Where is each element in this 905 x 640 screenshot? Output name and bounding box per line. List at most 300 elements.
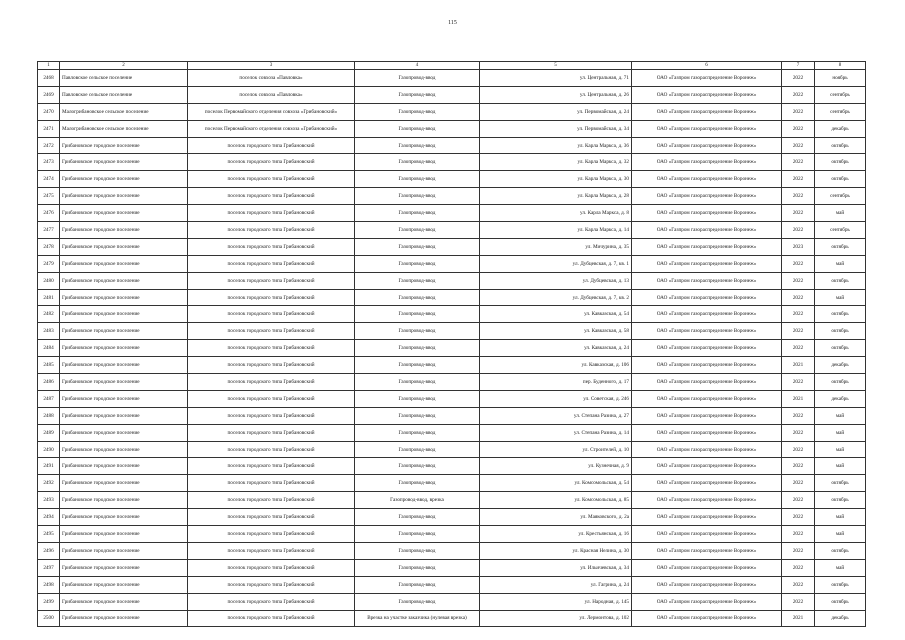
locality-name-cell: поселок совхоза «Павловка» <box>188 70 355 87</box>
month-cell: октябрь <box>815 593 866 610</box>
page-number: 115 <box>448 20 457 26</box>
locality-name-cell: поселок городского типа Грибановский <box>188 390 355 407</box>
locality-name-cell: поселок городского типа Грибановский <box>188 374 355 391</box>
object-type-cell: Газопровод-ввод <box>355 424 480 441</box>
row-number-cell: 2492 <box>38 475 60 492</box>
organization-cell: ОАО «Газпром газораспределение Воронеж» <box>632 475 782 492</box>
row-number-cell: 2480 <box>38 272 60 289</box>
table-row <box>38 323 866 340</box>
settlement-name-cell: Малогрибановское сельское поселение <box>60 120 188 137</box>
address-cell: ул. Народная, д. 145 <box>480 593 632 610</box>
locality-name-cell: поселок городского типа Грибановский <box>188 238 355 255</box>
object-type-cell: Газопровод-ввод <box>355 86 480 103</box>
address-cell: ул. Карла Маркса, д. 28 <box>480 188 632 205</box>
locality-name-cell: поселок городского типа Грибановский <box>188 593 355 610</box>
organization-cell: ОАО «Газпром газораспределение Воронеж» <box>632 205 782 222</box>
locality-name-cell: поселок городского типа Грибановский <box>188 441 355 458</box>
year-cell: 2022 <box>782 526 815 543</box>
organization-cell: ОАО «Газпром газораспределение Воронеж» <box>632 340 782 357</box>
month-cell: май <box>815 407 866 424</box>
row-number-cell: 2497 <box>38 559 60 576</box>
row-number-cell: 2483 <box>38 323 60 340</box>
row-number-cell: 2484 <box>38 340 60 357</box>
row-number-cell: 2500 <box>38 610 60 627</box>
organization-cell: ОАО «Газпром газораспределение Воронеж» <box>632 424 782 441</box>
locality-name-cell: поселок городского типа Грибановский <box>188 137 355 154</box>
address-cell: ул. Дубцевская, д. 7, кв. 2 <box>480 289 632 306</box>
month-cell: сентябрь <box>815 103 866 120</box>
object-type-cell: Газопровод-ввод <box>355 137 480 154</box>
column-number: 8 <box>815 62 866 70</box>
column-number: 7 <box>782 62 815 70</box>
row-number-cell: 2478 <box>38 238 60 255</box>
gas-connection-table <box>37 61 866 627</box>
column-number: 3 <box>188 62 355 70</box>
locality-name-cell: поселок городского типа Грибановский <box>188 542 355 559</box>
table-row <box>38 576 866 593</box>
object-type-cell: Газопровод-ввод <box>355 340 480 357</box>
row-number-cell: 2472 <box>38 137 60 154</box>
table-row <box>38 458 866 475</box>
organization-cell: ОАО «Газпром газораспределение Воронеж» <box>632 374 782 391</box>
organization-cell: ОАО «Газпром газораспределение Воронеж» <box>632 576 782 593</box>
settlement-name-cell: Грибановское городское поселение <box>60 458 188 475</box>
object-type-cell: Газопровод-ввод <box>355 458 480 475</box>
locality-name-cell: поселок городского типа Грибановский <box>188 205 355 222</box>
organization-cell: ОАО «Газпром газораспределение Воронеж» <box>632 222 782 239</box>
organization-cell: ОАО «Газпром газораспределение Воронеж» <box>632 137 782 154</box>
month-cell: май <box>815 289 866 306</box>
settlement-name-cell: Грибановское городское поселение <box>60 323 188 340</box>
month-cell: май <box>815 205 866 222</box>
table-body <box>38 70 866 627</box>
year-cell: 2022 <box>782 509 815 526</box>
month-cell: октябрь <box>815 340 866 357</box>
year-cell: 2022 <box>782 340 815 357</box>
table-row <box>38 390 866 407</box>
organization-cell: ОАО «Газпром газораспределение Воронеж» <box>632 238 782 255</box>
year-cell: 2021 <box>782 390 815 407</box>
row-number-cell: 2487 <box>38 390 60 407</box>
object-type-cell: Газопровод-ввод <box>355 154 480 171</box>
organization-cell: ОАО «Газпром газораспределение Воронеж» <box>632 593 782 610</box>
month-cell: октябрь <box>815 171 866 188</box>
settlement-name-cell: Павловское сельское поселение <box>60 86 188 103</box>
settlement-name-cell: Грибановское городское поселение <box>60 526 188 543</box>
locality-name-cell: поселок городского типа Грибановский <box>188 171 355 188</box>
locality-name-cell: поселок городского типа Грибановский <box>188 610 355 627</box>
locality-name-cell: поселок городского типа Грибановский <box>188 289 355 306</box>
month-cell: декабрь <box>815 610 866 627</box>
year-cell: 2022 <box>782 593 815 610</box>
settlement-name-cell: Грибановское городское поселение <box>60 171 188 188</box>
month-cell: октябрь <box>815 272 866 289</box>
organization-cell: ОАО «Газпром газораспределение Воронеж» <box>632 171 782 188</box>
organization-cell: ОАО «Газпром газораспределение Воронеж» <box>632 526 782 543</box>
table-row <box>38 222 866 239</box>
address-cell: ул. Лермонтова, д. 102 <box>480 610 632 627</box>
month-cell: декабрь <box>815 390 866 407</box>
object-type-cell: Газопровод-ввод <box>355 205 480 222</box>
organization-cell: ОАО «Газпром газораспределение Воронеж» <box>632 120 782 137</box>
month-cell: сентябрь <box>815 86 866 103</box>
object-type-cell: Газопровод-ввод <box>355 222 480 239</box>
address-cell: ул. Кавказская, д. 54 <box>480 306 632 323</box>
organization-cell: ОАО «Газпром газораспределение Воронеж» <box>632 323 782 340</box>
row-number-cell: 2469 <box>38 86 60 103</box>
organization-cell: ОАО «Газпром газораспределение Воронеж» <box>632 407 782 424</box>
row-number-cell: 2493 <box>38 492 60 509</box>
address-cell: ул. Красная Нелина, д. 30 <box>480 542 632 559</box>
year-cell: 2022 <box>782 576 815 593</box>
settlement-name-cell: Грибановское городское поселение <box>60 610 188 627</box>
settlement-name-cell: Грибановское городское поселение <box>60 289 188 306</box>
settlement-name-cell: Грибановское городское поселение <box>60 154 188 171</box>
month-cell: декабрь <box>815 357 866 374</box>
table-row <box>38 374 866 391</box>
locality-name-cell: поселок городского типа Грибановский <box>188 475 355 492</box>
object-type-cell: Газопровод-ввод <box>355 390 480 407</box>
row-number-cell: 2486 <box>38 374 60 391</box>
address-cell: ул. Комсомольская, д. 85 <box>480 492 632 509</box>
settlement-name-cell: Грибановское городское поселение <box>60 593 188 610</box>
address-cell: ул. Советская, д. 246 <box>480 390 632 407</box>
year-cell: 2021 <box>782 357 815 374</box>
settlement-name-cell: Грибановское городское поселение <box>60 492 188 509</box>
month-cell: май <box>815 441 866 458</box>
table-row <box>38 120 866 137</box>
object-type-cell: Газопровод-ввод <box>355 238 480 255</box>
table-row <box>38 340 866 357</box>
settlement-name-cell: Грибановское городское поселение <box>60 559 188 576</box>
year-cell: 2022 <box>782 542 815 559</box>
table-row <box>38 475 866 492</box>
settlement-name-cell: Грибановское городское поселение <box>60 390 188 407</box>
object-type-cell: Газопровод-ввод <box>355 289 480 306</box>
locality-name-cell: поселок городского типа Грибановский <box>188 255 355 272</box>
settlement-name-cell: Грибановское городское поселение <box>60 374 188 391</box>
address-cell: ул. Карла Маркса, д. 8 <box>480 205 632 222</box>
locality-name-cell: поселок городского типа Грибановский <box>188 407 355 424</box>
year-cell: 2022 <box>782 154 815 171</box>
column-number: 6 <box>632 62 782 70</box>
month-cell: октябрь <box>815 238 866 255</box>
column-number: 4 <box>355 62 480 70</box>
year-cell: 2022 <box>782 205 815 222</box>
year-cell: 2022 <box>782 492 815 509</box>
settlement-name-cell: Малогрибановское сельское поселение <box>60 103 188 120</box>
locality-name-cell: поселок городского типа Грибановский <box>188 576 355 593</box>
table-row <box>38 171 866 188</box>
table-row <box>38 103 866 120</box>
column-number: 2 <box>60 62 188 70</box>
settlement-name-cell: Павловское сельское поселение <box>60 70 188 87</box>
table-row <box>38 610 866 627</box>
row-number-cell: 2468 <box>38 70 60 87</box>
row-number-cell: 2495 <box>38 526 60 543</box>
address-cell: ул. Кузнечная, д. 9 <box>480 458 632 475</box>
settlement-name-cell: Грибановское городское поселение <box>60 509 188 526</box>
organization-cell: ОАО «Газпром газораспределение Воронеж» <box>632 188 782 205</box>
row-number-cell: 2482 <box>38 306 60 323</box>
row-number-cell: 2475 <box>38 188 60 205</box>
address-cell: ул. Степана Разина, д. 27 <box>480 407 632 424</box>
settlement-name-cell: Грибановское городское поселение <box>60 188 188 205</box>
object-type-cell: Газопровод-ввод <box>355 188 480 205</box>
object-type-cell: Газопровод-ввод <box>355 407 480 424</box>
address-cell: ул. Маяковского, д. 2а <box>480 509 632 526</box>
month-cell: октябрь <box>815 492 866 509</box>
address-cell: ул. Карла Маркса, д. 14 <box>480 222 632 239</box>
table-row <box>38 593 866 610</box>
table-row <box>38 272 866 289</box>
month-cell: октябрь <box>815 374 866 391</box>
table-row <box>38 154 866 171</box>
row-number-cell: 2494 <box>38 509 60 526</box>
year-cell: 2022 <box>782 222 815 239</box>
organization-cell: ОАО «Газпром газораспределение Воронеж» <box>632 70 782 87</box>
organization-cell: ОАО «Газпром газораспределение Воронеж» <box>632 357 782 374</box>
address-cell: пер. Буденного, д. 17 <box>480 374 632 391</box>
month-cell: май <box>815 526 866 543</box>
month-cell: октябрь <box>815 323 866 340</box>
organization-cell: ОАО «Газпром газораспределение Воронеж» <box>632 610 782 627</box>
settlement-name-cell: Грибановское городское поселение <box>60 407 188 424</box>
year-cell: 2022 <box>782 424 815 441</box>
object-type-cell: Врезка на участке заказчика (нулевая врезка) <box>355 610 480 627</box>
settlement-name-cell: Грибановское городское поселение <box>60 475 188 492</box>
month-cell: октябрь <box>815 154 866 171</box>
address-cell: ул. Центральная, д. 71 <box>480 70 632 87</box>
month-cell: май <box>815 559 866 576</box>
table-row <box>38 509 866 526</box>
year-cell: 2022 <box>782 289 815 306</box>
locality-name-cell: поселок Первомайского отделения совхоза «Грибановский» <box>188 120 355 137</box>
month-cell: май <box>815 424 866 441</box>
settlement-name-cell: Грибановское городское поселение <box>60 542 188 559</box>
settlement-name-cell: Грибановское городское поселение <box>60 255 188 272</box>
row-number-cell: 2481 <box>38 289 60 306</box>
month-cell: декабрь <box>815 120 866 137</box>
table-row <box>38 542 866 559</box>
locality-name-cell: поселок городского типа Грибановский <box>188 323 355 340</box>
row-number-cell: 2474 <box>38 171 60 188</box>
address-cell: ул. Крестьянская, д. 16 <box>480 526 632 543</box>
year-cell: 2022 <box>782 255 815 272</box>
month-cell: май <box>815 255 866 272</box>
month-cell: октябрь <box>815 137 866 154</box>
year-cell: 2022 <box>782 441 815 458</box>
table-row <box>38 86 866 103</box>
settlement-name-cell: Грибановское городское поселение <box>60 340 188 357</box>
address-cell: ул. Кавказская, д. 106 <box>480 357 632 374</box>
locality-name-cell: поселок городского типа Грибановский <box>188 154 355 171</box>
object-type-cell: Газопровод-ввод, врезка <box>355 492 480 509</box>
row-number-cell: 2490 <box>38 441 60 458</box>
settlement-name-cell: Грибановское городское поселение <box>60 306 188 323</box>
column-number: 5 <box>480 62 632 70</box>
year-cell: 2023 <box>782 238 815 255</box>
address-cell: ул. Первомайская, д. 34 <box>480 120 632 137</box>
address-cell: ул. Карла Маркса, д. 32 <box>480 154 632 171</box>
locality-name-cell: поселок городского типа Грибановский <box>188 559 355 576</box>
locality-name-cell: поселок городского типа Грибановский <box>188 340 355 357</box>
object-type-cell: Газопровод-ввод <box>355 542 480 559</box>
month-cell: сентябрь <box>815 188 866 205</box>
organization-cell: ОАО «Газпром газораспределение Воронеж» <box>632 458 782 475</box>
year-cell: 2022 <box>782 306 815 323</box>
settlement-name-cell: Грибановское городское поселение <box>60 205 188 222</box>
row-number-cell: 2491 <box>38 458 60 475</box>
address-cell: ул. Карла Маркса, д. 36 <box>480 137 632 154</box>
address-cell: ул. Кавказская, д. 58 <box>480 323 632 340</box>
object-type-cell: Газопровод-ввод <box>355 441 480 458</box>
organization-cell: ОАО «Газпром газораспределение Воронеж» <box>632 492 782 509</box>
row-number-cell: 2499 <box>38 593 60 610</box>
table-row <box>38 137 866 154</box>
object-type-cell: Газопровод-ввод <box>355 306 480 323</box>
table-row <box>38 188 866 205</box>
object-type-cell: Газопровод-ввод <box>355 103 480 120</box>
table-row <box>38 289 866 306</box>
settlement-name-cell: Грибановское городское поселение <box>60 222 188 239</box>
object-type-cell: Газопровод-ввод <box>355 526 480 543</box>
settlement-name-cell: Грибановское городское поселение <box>60 357 188 374</box>
object-type-cell: Газопровод-ввод <box>355 255 480 272</box>
table-row <box>38 492 866 509</box>
year-cell: 2022 <box>782 70 815 87</box>
column-number: 1 <box>38 62 60 70</box>
table-row <box>38 559 866 576</box>
year-cell: 2022 <box>782 272 815 289</box>
organization-cell: ОАО «Газпром газораспределение Воронеж» <box>632 509 782 526</box>
year-cell: 2022 <box>782 323 815 340</box>
locality-name-cell: поселок городского типа Грибановский <box>188 458 355 475</box>
year-cell: 2022 <box>782 86 815 103</box>
row-number-cell: 2489 <box>38 424 60 441</box>
year-cell: 2022 <box>782 171 815 188</box>
table-row <box>38 424 866 441</box>
locality-name-cell: поселок Первомайского отделения совхоза «Грибановский» <box>188 103 355 120</box>
locality-name-cell: поселок городского типа Грибановский <box>188 509 355 526</box>
month-cell: ноябрь <box>815 70 866 87</box>
year-cell: 2022 <box>782 458 815 475</box>
settlement-name-cell: Грибановское городское поселение <box>60 576 188 593</box>
organization-cell: ОАО «Газпром газораспределение Воронеж» <box>632 103 782 120</box>
row-number-cell: 2488 <box>38 407 60 424</box>
organization-cell: ОАО «Газпром газораспределение Воронеж» <box>632 154 782 171</box>
locality-name-cell: поселок городского типа Грибановский <box>188 222 355 239</box>
object-type-cell: Газопровод-ввод <box>355 475 480 492</box>
object-type-cell: Газопровод-ввод <box>355 509 480 526</box>
table-row <box>38 441 866 458</box>
organization-cell: ОАО «Газпром газораспределение Воронеж» <box>632 441 782 458</box>
object-type-cell: Газопровод-ввод <box>355 323 480 340</box>
address-cell: ул. Строителей, д. 10 <box>480 441 632 458</box>
settlement-name-cell: Грибановское городское поселение <box>60 424 188 441</box>
address-cell: ул. Первомайская, д. 24 <box>480 103 632 120</box>
object-type-cell: Газопровод-ввод <box>355 357 480 374</box>
object-type-cell: Газопровод-ввод <box>355 576 480 593</box>
organization-cell: ОАО «Газпром газораспределение Воронеж» <box>632 559 782 576</box>
object-type-cell: Газопровод-ввод <box>355 559 480 576</box>
organization-cell: ОАО «Газпром газораспределение Воронеж» <box>632 306 782 323</box>
settlement-name-cell: Грибановское городское поселение <box>60 137 188 154</box>
year-cell: 2022 <box>782 407 815 424</box>
organization-cell: ОАО «Газпром газораспределение Воронеж» <box>632 542 782 559</box>
locality-name-cell: поселок городского типа Грибановский <box>188 526 355 543</box>
row-number-cell: 2479 <box>38 255 60 272</box>
object-type-cell: Газопровод-ввод <box>355 374 480 391</box>
object-type-cell: Газопровод-ввод <box>355 120 480 137</box>
address-cell: ул. Гагрина, д. 24 <box>480 576 632 593</box>
locality-name-cell: поселок городского типа Грибановский <box>188 306 355 323</box>
year-cell: 2022 <box>782 374 815 391</box>
address-cell: ул. Степана Разина, д. 14 <box>480 424 632 441</box>
table-row <box>38 205 866 222</box>
month-cell: октябрь <box>815 475 866 492</box>
column-number-row <box>38 62 866 70</box>
locality-name-cell: поселок городского типа Грибановский <box>188 424 355 441</box>
row-number-cell: 2476 <box>38 205 60 222</box>
table-row <box>38 407 866 424</box>
row-number-cell: 2496 <box>38 542 60 559</box>
address-cell: ул. Ильичевская, д. 34 <box>480 559 632 576</box>
year-cell: 2022 <box>782 103 815 120</box>
row-number-cell: 2498 <box>38 576 60 593</box>
year-cell: 2022 <box>782 137 815 154</box>
year-cell: 2021 <box>782 610 815 627</box>
table-row <box>38 306 866 323</box>
month-cell: сентябрь <box>815 222 866 239</box>
object-type-cell: Газопровод-ввод <box>355 593 480 610</box>
table-row <box>38 526 866 543</box>
year-cell: 2022 <box>782 188 815 205</box>
row-number-cell: 2470 <box>38 103 60 120</box>
organization-cell: ОАО «Газпром газораспределение Воронеж» <box>632 255 782 272</box>
row-number-cell: 2477 <box>38 222 60 239</box>
locality-name-cell: поселок городского типа Грибановский <box>188 188 355 205</box>
object-type-cell: Газопровод-ввод <box>355 70 480 87</box>
organization-cell: ОАО «Газпром газораспределение Воронеж» <box>632 272 782 289</box>
table-row <box>38 357 866 374</box>
table-row <box>38 255 866 272</box>
row-number-cell: 2485 <box>38 357 60 374</box>
settlement-name-cell: Грибановское городское поселение <box>60 441 188 458</box>
object-type-cell: Газопровод-ввод <box>355 272 480 289</box>
month-cell: октябрь <box>815 306 866 323</box>
organization-cell: ОАО «Газпром газораспределение Воронеж» <box>632 86 782 103</box>
year-cell: 2022 <box>782 559 815 576</box>
row-number-cell: 2473 <box>38 154 60 171</box>
settlement-name-cell: Грибановское городское поселение <box>60 238 188 255</box>
locality-name-cell: поселок городского типа Грибановский <box>188 357 355 374</box>
address-cell: ул. Дубцевская, д. 13 <box>480 272 632 289</box>
organization-cell: ОАО «Газпром газораспределение Воронеж» <box>632 390 782 407</box>
settlement-name-cell: Грибановское городское поселение <box>60 272 188 289</box>
object-type-cell: Газопровод-ввод <box>355 171 480 188</box>
month-cell: май <box>815 458 866 475</box>
year-cell: 2022 <box>782 120 815 137</box>
address-cell: ул. Мичурина, д. 35 <box>480 238 632 255</box>
address-cell: ул. Кавказская, д. 24 <box>480 340 632 357</box>
address-cell: ул. Дубцевская, д. 7, кв. 1 <box>480 255 632 272</box>
table-row <box>38 70 866 87</box>
address-cell: ул. Комсомольская, д. 54 <box>480 475 632 492</box>
address-cell: ул. Центральная, д. 26 <box>480 86 632 103</box>
month-cell: май <box>815 509 866 526</box>
table-row <box>38 238 866 255</box>
